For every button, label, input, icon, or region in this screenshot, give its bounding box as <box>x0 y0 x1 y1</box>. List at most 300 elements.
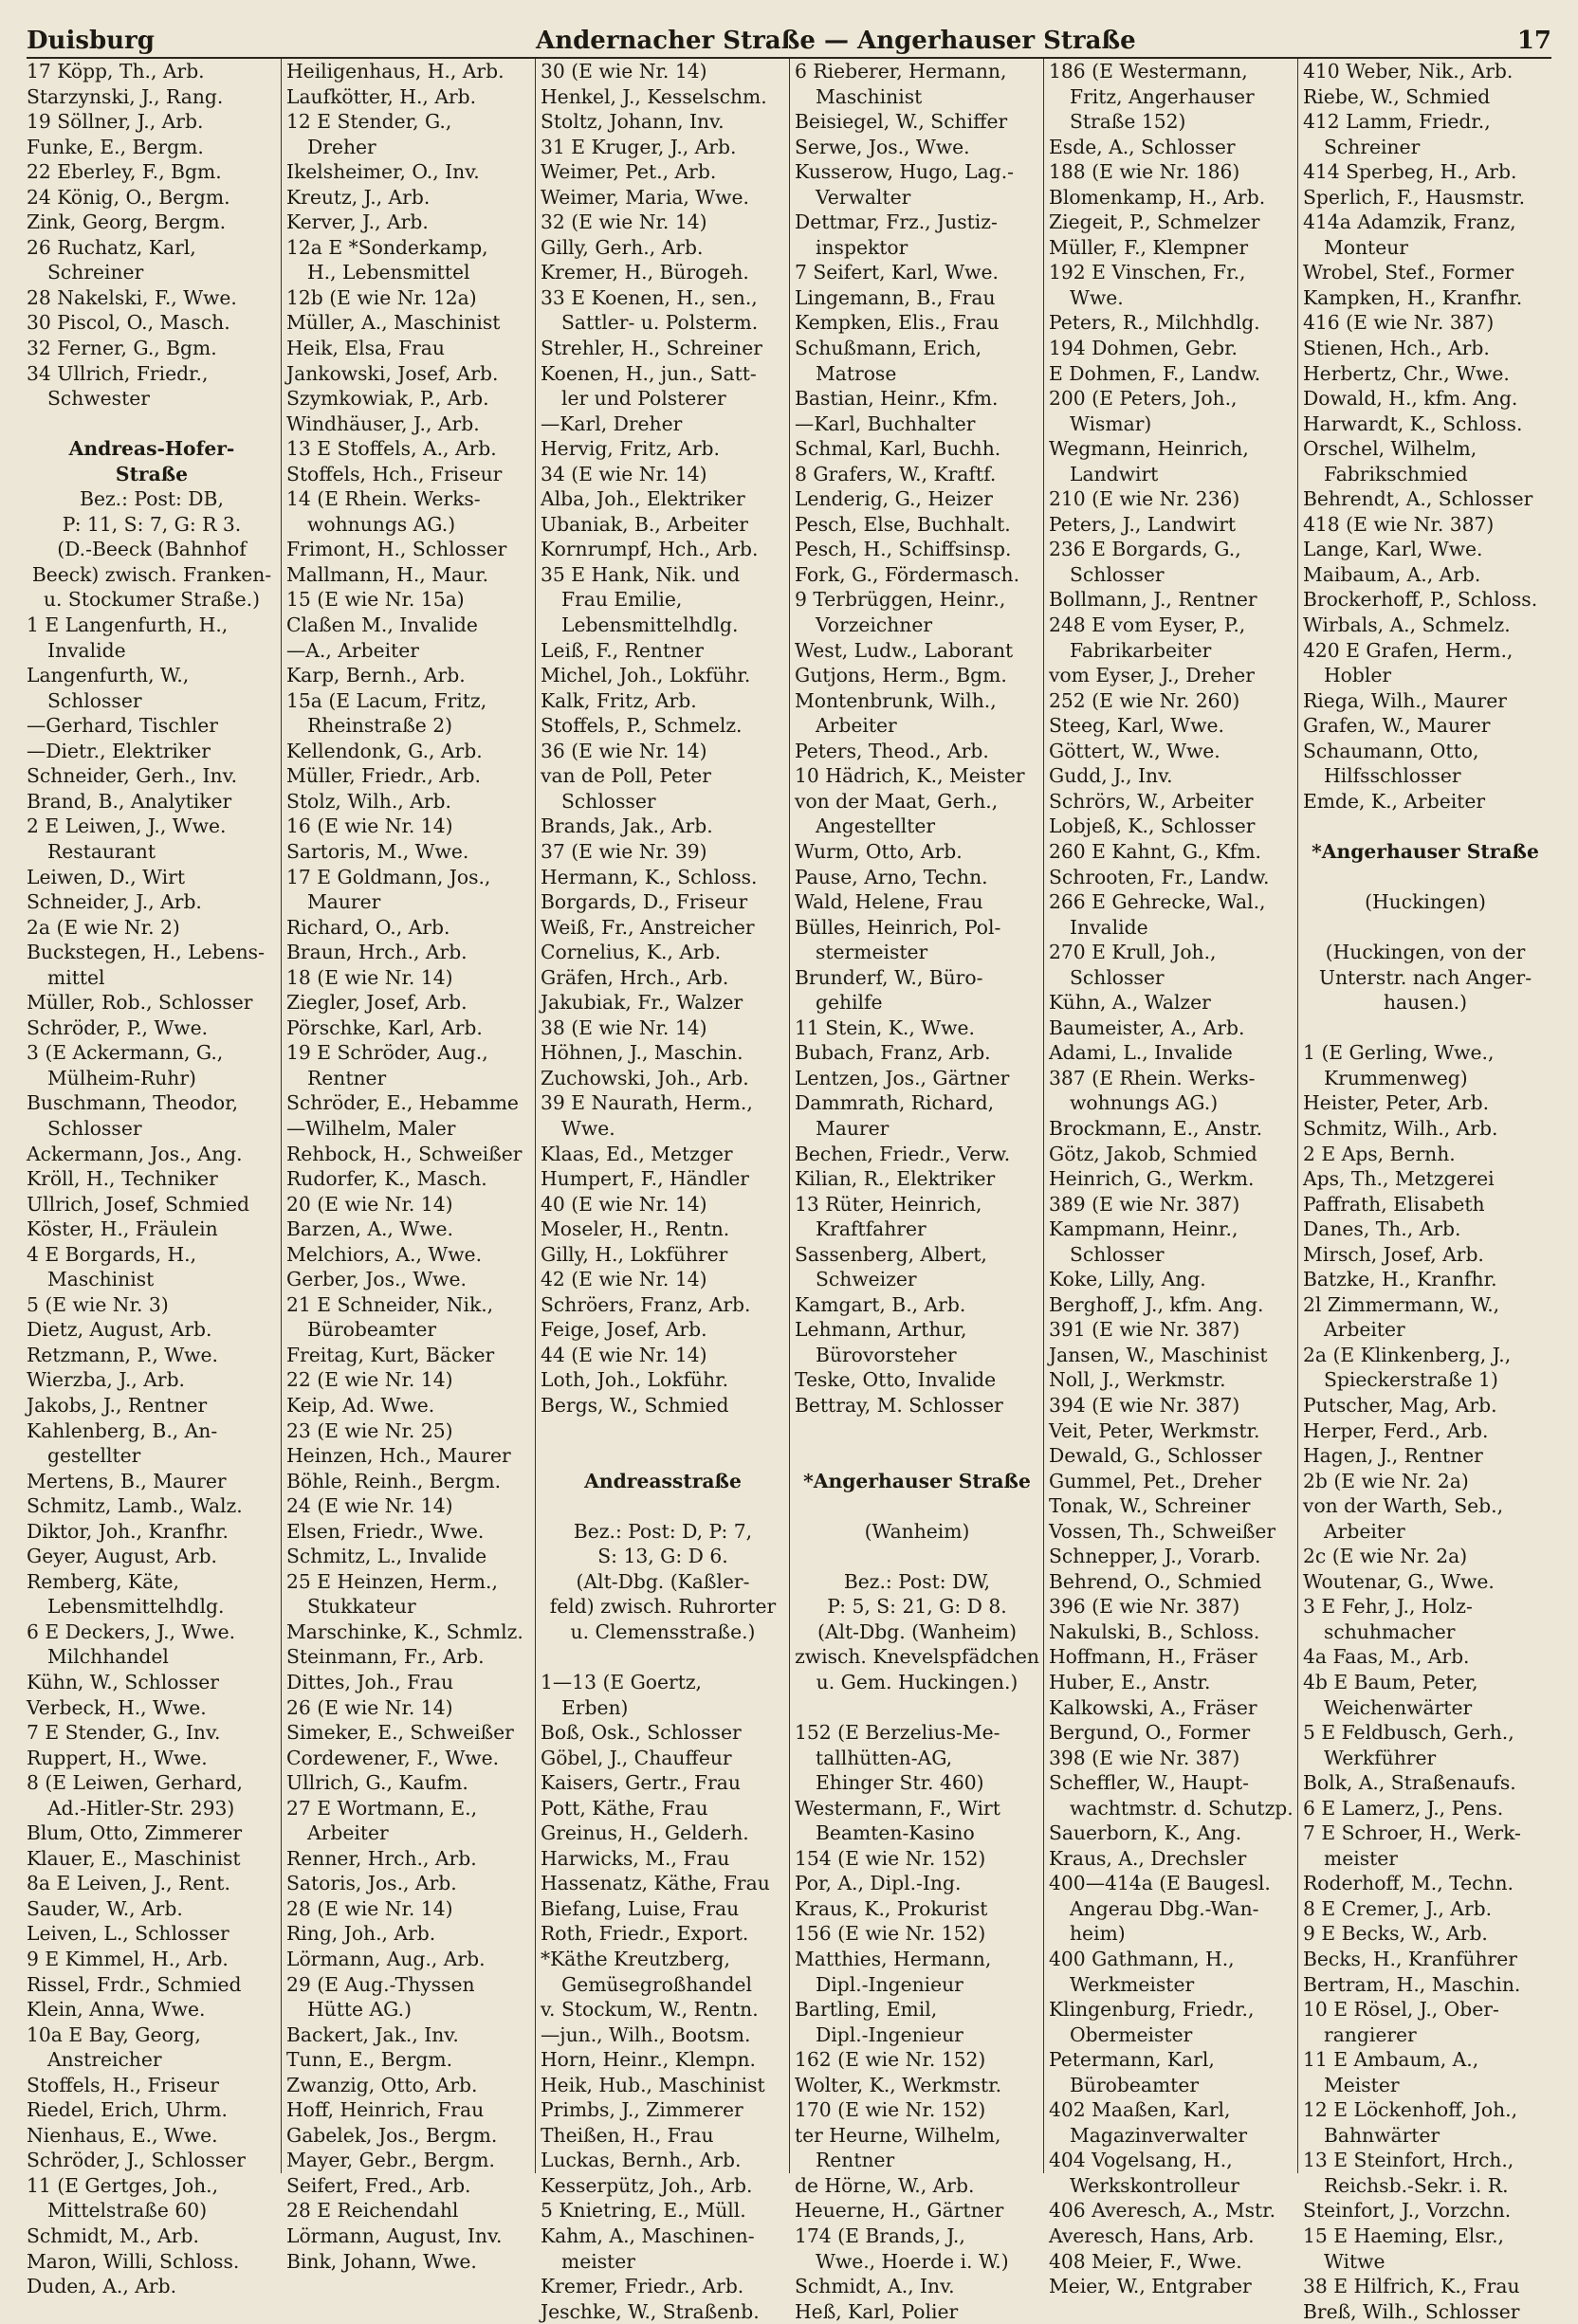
directory-entry: Gemüsegroßhandel <box>561 1972 753 1996</box>
directory-entry: Schlosser <box>1070 562 1165 586</box>
spacer <box>1303 1016 1548 1041</box>
directory-entry: (Huckingen) <box>1365 890 1486 914</box>
directory-entry: Kesserpütz, Joh., Arb. <box>541 2173 753 2197</box>
directory-entry: Schmal, Karl, Buchh. <box>795 437 1001 461</box>
directory-entry: Lörmann, Aug., Arb. <box>286 1948 486 1971</box>
directory-entry: Schlosser <box>1070 1242 1165 1266</box>
directory-entry: Bolk, A., Straßenaufs. <box>1303 1771 1516 1795</box>
directory-entry: Göbel, J., Chauffeur <box>541 1746 732 1769</box>
directory-entry: gehilfe <box>816 991 883 1015</box>
directory-entry: 38 (E wie Nr. 14) <box>541 1016 707 1039</box>
directory-entry: Pesch, Else, Buchhalt. <box>795 512 1011 536</box>
directory-entry: —Wilhelm, Maler <box>286 1116 456 1140</box>
directory-entry: Böhle, Reinh., Bergm. <box>286 1469 502 1492</box>
directory-entry: Baumeister, A., Arb. <box>1049 1016 1245 1039</box>
directory-entry: Remberg, Käte, <box>27 1569 179 1593</box>
directory-entry: Pesch, H., Schiffsinsp. <box>795 538 1012 561</box>
directory-entry: Schneider, Gerh., Inv. <box>27 764 238 788</box>
directory-entry: 31 E Kruger, J., Arb. <box>541 135 737 158</box>
directory-entry: Maurer <box>307 890 381 914</box>
directory-entry: Schlosser <box>1070 965 1165 989</box>
directory-entry: 6 E Lamerz, J., Pens. <box>1303 1796 1504 1820</box>
directory-entry: 3 (E Ackermann, G., <box>27 1041 224 1065</box>
directory-entry: Funke, E., Bergm. <box>27 135 204 158</box>
directory-entry: Ikelsheimer, O., Inv. <box>286 160 480 184</box>
directory-entry: vom Eyser, J., Dreher <box>1049 664 1255 687</box>
directory-entry: schuhmacher <box>1324 1619 1456 1643</box>
directory-entry: Heik, Hub., Maschinist <box>541 2073 765 2096</box>
directory-entry: P: 11, S: 7, G: R 3. <box>62 512 242 536</box>
directory-entry: Kamgart, B., Arb. <box>795 1292 966 1316</box>
directory-entry: Arbeiter <box>1324 1519 1405 1543</box>
directory-entry: Ruppert, H., Wwe. <box>27 1746 208 1769</box>
directory-entry: 19 Söllner, J., Arb. <box>27 110 204 134</box>
directory-entry: Schreiner <box>47 261 144 284</box>
directory-entry: Spieckerstraße 1) <box>1324 1368 1498 1392</box>
directory-entry: Kaisers, Gertr., Frau <box>541 1771 741 1795</box>
directory-entry: Brand, B., Analytiker <box>27 789 232 813</box>
directory-entry: 24 König, O., Bergm. <box>27 185 230 209</box>
directory-entry: Stoffels, Hch., Friseur <box>286 462 503 485</box>
directory-entry: Sperlich, F., Hausmstr. <box>1303 185 1526 209</box>
spacer <box>1303 865 1548 890</box>
directory-entry: Bürobeamter <box>1070 2073 1200 2096</box>
directory-entry: Breß, Wilh., Schlosser <box>1303 2299 1520 2323</box>
directory-entry: Kerver, J., Arb. <box>286 210 429 234</box>
directory-entry: 10 E Rösel, J., Ober- <box>1303 1998 1499 2022</box>
directory-entry: Rheinstraße 2) <box>307 714 453 738</box>
directory-entry: 33 E Koenen, H., sen., <box>541 285 758 309</box>
directory-entry: Richard, O., Arb. <box>286 915 450 939</box>
directory-entry: 6 E Deckers, J., Wwe. <box>27 1619 236 1643</box>
directory-entry: Harwardt, K., Schloss. <box>1303 412 1523 435</box>
directory-entry: Koenen, H., jun., Satt- <box>541 361 757 385</box>
directory-entry: 408 Meier, F., Wwe. <box>1049 2249 1242 2273</box>
directory-entry: 152 (E Berzelius-Me- <box>795 1721 1000 1745</box>
directory-entry: Milchhandel <box>47 1645 169 1669</box>
directory-entry: Batzke, H., Kranfhr. <box>1303 1268 1497 1291</box>
directory-entry: 3 E Fehr, J., Holz- <box>1303 1595 1473 1619</box>
directory-entry: Dreher <box>307 135 376 158</box>
directory-entry: 15 (E wie Nr. 15a) <box>286 588 465 612</box>
street-heading: *Angerhauser Straße <box>803 1469 1031 1492</box>
directory-entry: 23 (E wie Nr. 25) <box>286 1418 453 1442</box>
directory-entry: Kreutz, J., Arb. <box>286 185 431 209</box>
directory-entry: P: 5, S: 21, G: D 8. <box>827 1595 1007 1619</box>
directory-entry: 2 E Leiwen, J., Wwe. <box>27 814 227 838</box>
directory-entry: Schaumann, Otto, <box>1303 739 1479 762</box>
directory-entry: Cornelius, K., Arb. <box>541 941 722 964</box>
directory-entry: 8 E Cremer, J., Arb. <box>1303 1896 1493 1920</box>
directory-entry: Theißen, H., Frau <box>541 2123 714 2147</box>
directory-entry: Kremer, H., Bürogeh. <box>541 261 749 284</box>
directory-entry: Brunderf, W., Büro- <box>795 965 983 989</box>
directory-entry: Hoff, Heinrich, Frau <box>286 2098 485 2122</box>
directory-column-1 <box>27 59 281 2298</box>
street-heading: *Angerhauser Straße <box>1312 839 1539 863</box>
directory-entry: Sassenberg, Albert, <box>795 1242 987 1266</box>
directory-entry: 387 (E Rhein. Werks- <box>1049 1066 1256 1089</box>
directory-entry: 2c (E wie Nr. 2a) <box>1303 1545 1468 1568</box>
directory-entry: 24 (E wie Nr. 14) <box>286 1494 453 1518</box>
directory-entry: wohnungs AG.) <box>307 512 456 536</box>
directory-entry: 11 (E Gertges, Joh., <box>27 2173 219 2197</box>
directory-entry: 20 (E wie Nr. 14) <box>286 1192 453 1216</box>
directory-entry: Mallmann, H., Maur. <box>286 562 489 586</box>
directory-entry: Braun, Hrch., Arb. <box>286 941 468 964</box>
directory-entry: 18 (E wie Nr. 14) <box>286 965 453 989</box>
directory-entry: Borgards, D., Friseur <box>541 890 748 914</box>
directory-entry: Invalide <box>47 638 126 662</box>
directory-entry: 4 E Borgards, H., <box>27 1242 197 1266</box>
directory-entry: Schmitz, Wilh., Arb. <box>1303 1116 1498 1140</box>
directory-entry: Arbeiter <box>816 714 897 738</box>
directory-entry: Schröder, P., Wwe. <box>27 1016 209 1039</box>
directory-entry: 418 (E wie Nr. 387) <box>1303 512 1495 536</box>
directory-entry: Wurm, Otto, Arb. <box>795 839 963 863</box>
directory-entry: Gutjons, Herm., Bgm. <box>795 664 1007 687</box>
directory-entry: 15a (E Lacum, Fritz, <box>286 688 487 712</box>
directory-entry: Kellendonk, G., Arb. <box>286 739 483 762</box>
directory-entry: 266 E Gehrecke, Wal., <box>1049 890 1266 914</box>
directory-entry: Fork, G., Fördermasch. <box>795 562 1020 586</box>
directory-entry: Wegmann, Heinrich, <box>1049 437 1249 461</box>
directory-entry: Arbeiter <box>1324 1318 1405 1342</box>
directory-entry: feld) zwisch. Ruhrorter <box>549 1595 777 1619</box>
directory-entry: Fabrikschmied <box>1324 462 1468 485</box>
directory-entry: hausen.) <box>1383 991 1468 1015</box>
directory-column-3 <box>535 59 789 2323</box>
directory-entry: Hoffmann, H., Fräser <box>1049 1645 1257 1669</box>
directory-entry: Buschmann, Theodor, <box>27 1091 239 1115</box>
directory-entry: Hilfsschlosser <box>1324 764 1461 788</box>
directory-entry: 14 (E Rhein. Werks- <box>286 487 481 511</box>
directory-entry: Schwester <box>47 387 150 411</box>
directory-entry: 7 E Stender, G., Inv. <box>27 1721 221 1745</box>
directory-entry: mittel <box>47 965 105 989</box>
directory-entry: 5 E Feldbusch, Gerh., <box>1303 1721 1514 1745</box>
directory-entry: Putscher, Mag, Arb. <box>1303 1393 1497 1417</box>
directory-entry: Gilly, H., Lokführer <box>541 1242 728 1266</box>
directory-entry: Kühn, A., Walzer <box>1049 991 1211 1015</box>
directory-entry: 154 (E wie Nr. 152) <box>795 1846 986 1870</box>
directory-entry: 6 Rieberer, Hermann, <box>795 60 1007 82</box>
directory-entry: Angestellter <box>816 814 936 838</box>
directory-entry: Schrörs, W., Arbeiter <box>1049 789 1254 813</box>
directory-entry: Petermann, Karl, <box>1049 2048 1215 2072</box>
directory-entry: 2b (E wie Nr. 2a) <box>1303 1469 1469 1492</box>
spacer <box>541 1644 785 1670</box>
directory-entry: Restaurant <box>47 839 156 863</box>
directory-column-2 <box>281 59 535 2273</box>
directory-entry: Renner, Hrch., Arb. <box>286 1846 477 1870</box>
directory-entry: Herper, Ferd., Arb. <box>1303 1418 1489 1442</box>
directory-entry: meister <box>1324 1846 1398 1870</box>
directory-entry: Maurer <box>816 1116 890 1140</box>
directory-entry: Klein, Anna, Wwe. <box>27 1998 206 2022</box>
directory-entry: Arbeiter <box>307 1821 389 1845</box>
directory-entry: Freitag, Kurt, Bäcker <box>286 1343 495 1366</box>
directory-entry: 252 (E wie Nr. 260) <box>1049 688 1240 712</box>
directory-entry: Gräfen, Hrch., Arb. <box>541 965 729 989</box>
directory-entry: 156 (E wie Nr. 152) <box>795 1922 986 1946</box>
directory-entry: Brockmann, E., Anstr. <box>1049 1116 1263 1140</box>
directory-entry: Schnepper, J., Vorarb. <box>1049 1545 1261 1568</box>
directory-entry: Leiven, L., Schlosser <box>27 1922 229 1946</box>
directory-entry: Schneider, J., Arb. <box>27 890 202 914</box>
directory-entry: Lehmann, Arthur, <box>795 1318 967 1342</box>
directory-entry: —A., Arbeiter <box>286 638 419 662</box>
directory-entry: Erben) <box>561 1695 629 1719</box>
directory-entry: rangierer <box>1324 2022 1417 2046</box>
spacer <box>795 1544 1039 1569</box>
directory-entry: Harwicks, M., Frau <box>541 1846 730 1870</box>
directory-entry: Kampken, H., Kranfhr. <box>1303 285 1523 309</box>
directory-entry: Kilian, R., Elektriker <box>795 1167 996 1191</box>
directory-entry: 15 E Haeming, Elsr., <box>1303 2224 1505 2248</box>
directory-entry: (D.-Beeck (Bahnhof <box>57 538 247 561</box>
directory-entry: Ehinger Str. 460) <box>816 1771 984 1795</box>
directory-entry: 9 E Kimmel, H., Arb. <box>27 1948 229 1971</box>
directory-entry: Schlosser <box>561 789 656 813</box>
directory-entry: Hervig, Fritz, Arb. <box>541 437 720 461</box>
directory-entry: 34 Ullrich, Friedr., <box>27 361 209 385</box>
spacer <box>1303 814 1548 839</box>
directory-entry: Stienen, Hch., Arb. <box>1303 337 1490 360</box>
directory-entry: Bürobeamter <box>307 1318 437 1342</box>
directory-entry: Peters, R., Milchhdlg. <box>1049 311 1260 335</box>
spacer <box>795 1418 1039 1444</box>
directory-entry: (Alt-Dbg. (Kaßler- <box>576 1569 750 1593</box>
directory-entry: Lingemann, B., Frau <box>795 285 996 309</box>
directory-entry: Wwe. <box>1070 285 1124 309</box>
directory-entry: Sattler- u. Polsterm. <box>561 311 759 335</box>
directory-entry: 8 Grafers, W., Kraftf. <box>795 462 997 485</box>
directory-entry: Jeschke, W., Straßenb. <box>541 2299 760 2323</box>
directory-entry: stermeister <box>816 941 928 964</box>
directory-entry: Aps, Th., Metzgerei <box>1303 1167 1495 1191</box>
directory-entry: Mertens, B., Maurer <box>27 1469 227 1492</box>
directory-entry: Landwirt <box>1070 462 1159 485</box>
directory-entry: Wierzba, J., Arb. <box>27 1368 185 1392</box>
directory-entry: 37 (E wie Nr. 39) <box>541 839 707 863</box>
directory-entry: Kampmann, Heinr., <box>1049 1217 1239 1241</box>
directory-entry: 5 Knietring, E., Müll. <box>541 2199 746 2223</box>
directory-entry: Orschel, Wilhelm, <box>1303 437 1477 461</box>
spacer <box>541 1418 785 1444</box>
directory-entry: 28 E Reichendahl <box>286 2199 459 2223</box>
directory-entry: Kempken, Elis., Frau <box>795 311 1000 335</box>
directory-entry: Steinmann, Fr., Arb. <box>286 1645 485 1669</box>
directory-entry: 416 (E wie Nr. 387) <box>1303 311 1495 335</box>
directory-entry: Heister, Peter, Arb. <box>1303 1091 1490 1115</box>
directory-entry: Heß, Karl, Polier <box>795 2299 959 2323</box>
directory-entry: Schlosser <box>47 688 142 712</box>
directory-entry: Ziegeit, P., Schmelzer <box>1049 210 1260 234</box>
directory-entry: Steeg, Karl, Wwe. <box>1049 714 1224 738</box>
directory-entry: Maschinist <box>47 1268 155 1291</box>
directory-entry: Heinzen, Hch., Maurer <box>286 1444 511 1468</box>
directory-entry: Geyer, August, Arb. <box>27 1545 217 1568</box>
directory-entry: u. Stockumer Straße.) <box>43 588 261 612</box>
directory-entry: 11 Stein, K., Wwe. <box>795 1016 975 1039</box>
directory-entry: u. Gem. Huckingen.) <box>816 1671 1018 1693</box>
directory-entry: Humpert, F., Händler <box>541 1167 749 1191</box>
directory-entry: 9 Terbrüggen, Heinr., <box>795 588 1006 612</box>
street-heading: Andreas-Hofer- <box>68 437 235 461</box>
directory-entry: Barzen, A., Wwe. <box>286 1217 453 1241</box>
directory-entry: Duden, A., Arb. <box>27 2275 177 2298</box>
header-street-range: Andernacher Straße — Angerhauser Straße <box>536 27 1136 55</box>
directory-entry: Heiligenhaus, H., Arb. <box>286 60 505 82</box>
directory-entry: Jansen, W., Maschinist <box>1049 1343 1268 1366</box>
directory-entry: Meister <box>1324 2073 1400 2096</box>
directory-entry: 1 E Langenfurth, H., <box>27 613 229 637</box>
directory-entry: 1—13 (E Goertz, <box>541 1671 702 1693</box>
directory-entry: Primbs, J., Zimmerer <box>541 2098 743 2122</box>
directory-entry: 10a E Bay, Georg, <box>27 2022 201 2046</box>
directory-entry: 2a (E wie Nr. 2) <box>27 915 180 939</box>
directory-entry: Wwe. <box>561 1116 615 1140</box>
header-city: Duisburg <box>27 27 155 55</box>
directory-entry: Bahnwärter <box>1324 2123 1440 2147</box>
directory-entry: Krummenweg) <box>1324 1066 1468 1089</box>
directory-entry: Mirsch, Josef, Arb. <box>1303 1242 1484 1266</box>
directory-column-4 <box>789 59 1043 2323</box>
directory-entry: Dittes, Joh., Frau <box>286 1671 454 1693</box>
directory-entry: 32 Ferner, G., Bgm. <box>27 337 217 360</box>
directory-entry: Frimont, H., Schlosser <box>286 538 507 561</box>
directory-entry: 28 Nakelski, F., Wwe. <box>27 285 237 309</box>
directory-entry: Fritz, Angerhauser <box>1070 84 1255 108</box>
directory-entry: 12 E Löckenhoff, Joh., <box>1303 2098 1518 2122</box>
directory-entry: Köster, H., Fräulein <box>27 1217 218 1241</box>
directory-entry: 26 (E wie Nr. 14) <box>286 1695 453 1719</box>
directory-entry: Por, A., Dipl.-Ing. <box>795 1872 962 1895</box>
directory-entry: Ad.-Hitler-Str. 293) <box>47 1796 235 1820</box>
directory-entry: —Karl, Dreher <box>541 412 683 435</box>
directory-entry: (Huckingen, von der <box>1325 941 1526 964</box>
directory-entry: Ullrich, G., Kaufm. <box>286 1771 468 1795</box>
directory-entry: Weiß, Fr., Anstreicher <box>541 915 755 939</box>
directory-entry: 17 E Goldmann, Jos., <box>286 865 491 888</box>
directory-entry: Ackermann, Jos., Ang. <box>27 1142 243 1165</box>
directory-entry: Starzynski, J., Rang. <box>27 84 224 108</box>
directory-entry: Vorzeichner <box>816 613 933 637</box>
directory-entry: Biefang, Luise, Frau <box>541 1896 740 1920</box>
directory-entry: Hassenatz, Käthe, Frau <box>541 1872 770 1895</box>
directory-entry: Witwe <box>1324 2249 1385 2273</box>
directory-entry: Noll, J., Werkmstr. <box>1049 1368 1226 1392</box>
directory-entry: 8a E Leiven, J., Rent. <box>27 1872 230 1895</box>
directory-entry: Klauer, E., Maschinist <box>27 1846 241 1870</box>
directory-entry: Horn, Heinr., Klempn. <box>541 2048 756 2072</box>
directory-entry: Schmidt, A., Inv. <box>795 2275 955 2298</box>
spacer <box>795 1443 1039 1469</box>
directory-entry: Rissel, Frdr., Schmied <box>27 1972 242 1996</box>
directory-entry: Kalkowski, A., Fräser <box>1049 1695 1257 1719</box>
directory-entry: Karp, Bernh., Arb. <box>286 664 466 687</box>
directory-entry: Klaas, Ed., Metzger <box>541 1142 733 1165</box>
directory-entry: Hermann, K., Schloss. <box>541 865 758 888</box>
directory-entry: Kornrumpf, Hch., Arb. <box>541 538 759 561</box>
directory-entry: 270 E Krull, Joh., <box>1049 941 1217 964</box>
directory-entry: de Hörne, W., Arb. <box>795 2173 975 2197</box>
directory-entry: Kalk, Fritz, Arb. <box>541 688 697 712</box>
directory-entry: Götz, Jakob, Schmied <box>1049 1142 1257 1165</box>
directory-entry: Bettray, M. Schlosser <box>795 1393 1003 1417</box>
directory-entry: Seifert, Fred., Arb. <box>286 2173 471 2197</box>
directory-entry: Rehbock, H., Schweißer <box>286 1142 523 1165</box>
directory-entry: Lentzen, Jos., Gärtner <box>795 1066 1010 1089</box>
spacer <box>541 1443 785 1469</box>
directory-entry: gestellter <box>47 1444 141 1468</box>
spacer <box>541 1493 785 1519</box>
directory-entry: Stoffels, H., Friseur <box>27 2073 219 2096</box>
directory-entry: Behrend, O., Schmied <box>1049 1569 1262 1593</box>
directory-entry: 2l Zimmermann, W., <box>1303 1292 1500 1316</box>
directory-entry: 5 (E wie Nr. 3) <box>27 1292 169 1316</box>
directory-entry: Marschinke, K., Schmlz. <box>286 1619 523 1643</box>
directory-entry: Dipl.-Ingenieur <box>816 1972 963 1996</box>
directory-entry: ler und Polsterer <box>561 387 726 411</box>
directory-entry: Wismar) <box>1070 412 1152 435</box>
directory-entry: Boß, Osk., Schlosser <box>541 1721 742 1745</box>
directory-entry: 36 (E wie Nr. 14) <box>541 739 707 762</box>
directory-entry: Nakulski, B., Schloss. <box>1049 1619 1260 1643</box>
directory-entry: 412 Lamm, Friedr., <box>1303 110 1491 134</box>
directory-entry: Veit, Peter, Werkmstr. <box>1049 1418 1260 1442</box>
directory-entry: Schweizer <box>816 1268 917 1291</box>
directory-entry: Sauerborn, K., Ang. <box>1049 1821 1242 1845</box>
directory-entry: Schußmann, Erich, <box>795 337 982 360</box>
directory-entry: 389 (E wie Nr. 387) <box>1049 1192 1240 1216</box>
directory-entry: Wirbals, A., Schmelz. <box>1303 613 1511 637</box>
directory-entry: 414 Sperbeg, H., Arb. <box>1303 160 1517 184</box>
directory-entry: Pott, Käthe, Frau <box>541 1796 708 1820</box>
directory-entry: Beisiegel, W., Schiffer <box>795 110 1008 134</box>
directory-entry: H., Lebensmittel <box>307 261 470 284</box>
directory-entry: 12b (E wie Nr. 12a) <box>286 285 477 309</box>
directory-entry: 170 (E wie Nr. 152) <box>795 2098 986 2122</box>
directory-entry: Heinrich, G., Werkm. <box>1049 1167 1255 1191</box>
directory-entry: 260 E Kahnt, G., Kfm. <box>1049 839 1261 863</box>
directory-entry: Tonak, W., Schreiner <box>1049 1494 1251 1518</box>
directory-entry: 2a (E Klinkenberg, J., <box>1303 1343 1512 1366</box>
directory-entry: Fabrikarbeiter <box>1070 638 1212 662</box>
directory-entry: 404 Vogelsang, H., <box>1049 2149 1233 2172</box>
directory-entry: E Dohmen, F., Landw. <box>1049 361 1261 385</box>
directory-entry: Verwalter <box>816 185 911 209</box>
directory-entry: Windhäuser, J., Arb. <box>286 412 480 435</box>
directory-entry: West, Ludw., Laborant <box>795 638 1014 662</box>
directory-entry: (Wanheim) <box>864 1519 970 1543</box>
directory-entry: Verbeck, H., Wwe. <box>27 1695 207 1719</box>
directory-entry: 35 E Hank, Nik. und <box>541 562 741 586</box>
directory-entry: Huber, E., Anstr. <box>1049 1671 1211 1693</box>
directory-entry: 391 (E wie Nr. 387) <box>1049 1318 1240 1342</box>
directory-entry: 400—414a (E Baugesl. <box>1049 1872 1271 1895</box>
directory-entry: wachtmstr. d. Schutzp. <box>1070 1796 1294 1820</box>
directory-entry: Retzmann, P., Wwe. <box>27 1343 218 1366</box>
directory-entry: Gilly, Gerh., Arb. <box>541 235 704 259</box>
directory-entry: 13 Rüter, Heinrich, <box>795 1192 982 1216</box>
directory-entry: Gudd, J., Inv. <box>1049 764 1173 788</box>
directory-entry: Stolz, Wilh., Arb. <box>286 789 451 813</box>
directory-entry: 200 (E Peters, Joh., <box>1049 387 1238 411</box>
directory-entry: Brockerhoff, P., Schloss. <box>1303 588 1538 612</box>
directory-entry: Rentner <box>816 2149 895 2172</box>
